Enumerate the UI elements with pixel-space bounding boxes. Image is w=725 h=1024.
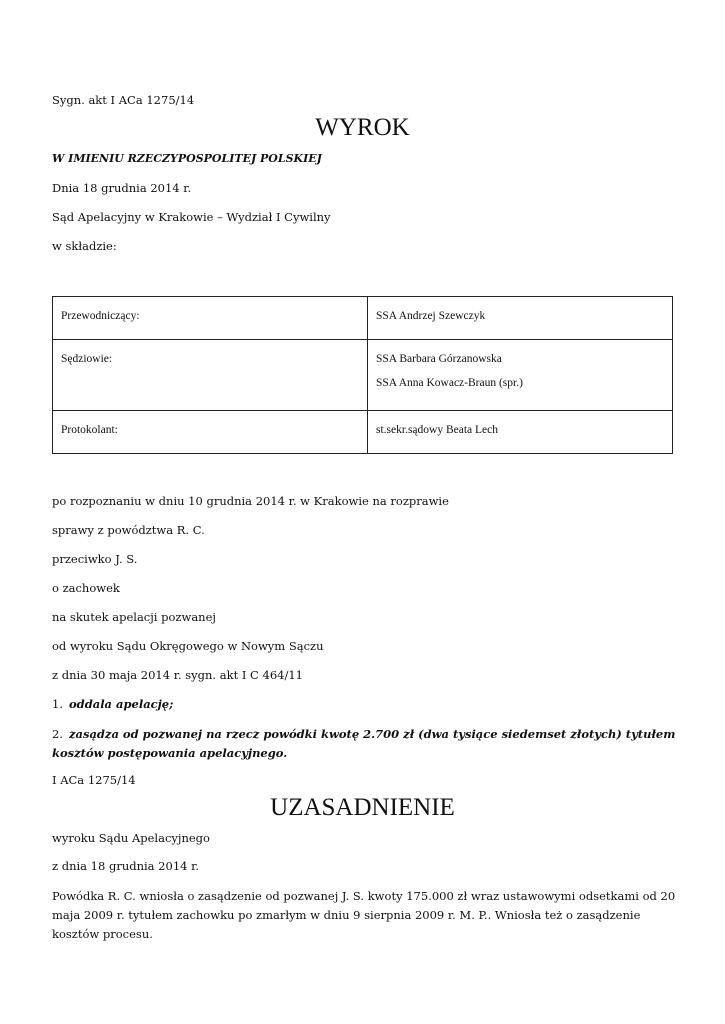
defendant-line: przeciwko J. S. — [52, 552, 138, 566]
judge-1: SSA Barbara Górzanowska — [376, 353, 502, 365]
panel-row-clerk — [53, 411, 673, 454]
subject-line: o zachowek — [52, 581, 120, 595]
ruling-2-number: 2. — [52, 727, 63, 741]
judgment-date: Dnia 18 grudnia 2014 r. — [52, 181, 192, 195]
ruling-2 — [52, 725, 677, 763]
judgment-title: WYROK — [315, 114, 410, 141]
panel-row-judges — [53, 340, 673, 411]
clerk-label-cell — [53, 411, 368, 454]
court-panel-table — [52, 296, 673, 454]
judges-value-cell — [368, 340, 673, 411]
panel-row-chair — [53, 297, 673, 340]
judges-label-cell — [53, 340, 368, 411]
justification-line-2: z dnia 18 grudnia 2014 r. — [52, 859, 199, 873]
chair-value: SSA Andrzej Szewczyk — [376, 310, 486, 322]
appeal-line: na skutek apelacji pozwanej — [52, 610, 216, 624]
chair-label: Przewodniczący: — [61, 310, 140, 322]
justification-line-1: wyroku Sądu Apelacyjnego — [52, 831, 210, 845]
ruling-1-number: 1. — [52, 697, 63, 711]
judge-2: SSA Anna Kowacz-Braun (spr.) — [376, 377, 523, 389]
hearing-line: po rozpoznaniu w dniu 10 grudnia 2014 r. w Krakowie na rozprawie — [52, 494, 449, 508]
lower-court-line: od wyroku Sądu Okręgowego w Nowym Sączu — [52, 639, 324, 653]
ruling-1-text: oddala apelację; — [68, 697, 174, 711]
clerk-label: Protokolant: — [61, 424, 118, 436]
case-signature: Sygn. akt I ACa 1275/14 — [52, 93, 195, 107]
composition-intro: w składzie: — [52, 239, 117, 253]
justification-title: UZASADNIENIE — [270, 794, 455, 821]
court-name: Sąd Apelacyjny w Krakowie – Wydział I Cywilny — [52, 210, 331, 224]
justification-case-ref: I ACa 1275/14 — [52, 773, 136, 787]
ruling-1 — [52, 697, 173, 711]
invocation: W IMIENIU RZECZYPOSPOLITEJ POLSKIEJ — [52, 152, 322, 165]
ruling-2-text: zasądza od pozwanej na rzecz powódki kwotę 2.700 zł (dwa tysiące siedemset złotych) tytułem kosztów postępowania apelacyjnego. — [52, 727, 676, 760]
clerk-value: st.sekr.sądowy Beata Lech — [376, 424, 498, 436]
justification-paragraph: Powódka R. C. wniosła o zasądzenie od pozwanej J. S. kwoty 175.000 zł wraz ustawowymi odsetkami od 20 maja 2009 r. tytułem zachowku po zmarłym w dniu 9 sierpnia 2009 r. M. P.. Wniosła też o zasądzenie kosztów procesu. — [52, 889, 676, 941]
chair-value-cell — [368, 297, 673, 340]
chair-label-cell — [53, 297, 368, 340]
plaintiff-line: sprawy z powództwa R. C. — [52, 523, 205, 537]
judges-label: Sędziowie: — [61, 353, 113, 365]
clerk-value-cell — [368, 411, 673, 454]
lower-judgment-line: z dnia 30 maja 2014 r. sygn. akt I C 464/11 — [52, 668, 303, 682]
